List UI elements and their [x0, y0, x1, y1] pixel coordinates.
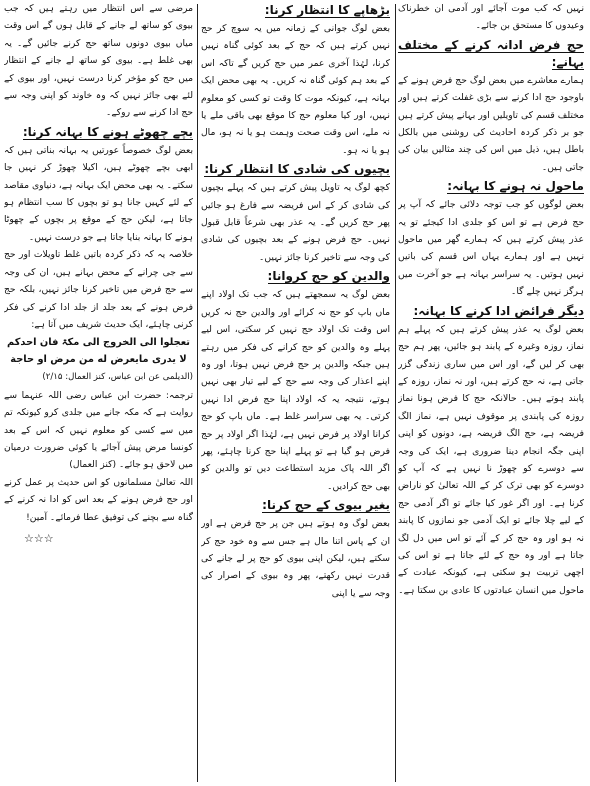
section-heading-text: ماحول نہ ہونے کا بہانہ:	[447, 179, 584, 194]
hadith-arabic: تعجلوا الی الخروج الی مکۃ فان احدکم لا یدری مایعرض له من مرض او حاجة	[7, 337, 190, 366]
paragraph: مرضی سے اس انتظار میں رہتے ہیں کہ جب بیوی کو ساتھ لے جانے کے قابل ہوں گے اس وقت میاں بیوی دونوں ساتھ حج کرنے جائیں گے۔ یہ بھی غلط ہے۔ بیوی کو ساتھ لے جانے کے انتظار میں حج کو مؤخر کرنا درست نہیں، اور بیوی کے لئے بھی جائز نہیں کہ وہ خاوند کو اپنی وجہ سے حج ادا کرنے سے روکے۔	[4, 3, 193, 119]
paragraph: نہیں کہ کب موت آجائے اور آدمی ان خطرناک وعیدوں کا مستحق بن جائے۔	[398, 3, 584, 32]
paragraph: بعض لوگ خصوصاً عورتیں یہ بہانہ بناتی ہیں کہ ابھی بچے چھوٹے ہیں، اکیلا چھوڑ کر نہیں جا سکتے۔ یہ بھی محض ایک بہانہ ہے، دنیاوی مقاصد کے لئے کہیں جانا ہو تو بچوں کا سب انتظام ہو جاتا ہے، لیکن حج کے موقع پر بچوں کے چھوٹا ہونے کا بہانہ بنایا جاتا ہے جو درست نہیں۔	[4, 144, 193, 243]
paragraph: بعض لوگ وہ ہوتے ہیں جن پر حج فرض ہے اور ان کے پاس اتنا مال ہے جس سے وہ خود حج کر سکتے ہیں، لیکن اپنی بیوی کو حج پر لے جانے کی قدرت نہیں رکھتے، پھر وہ بیوی کے اصرار کی وجہ سے یا اپنی	[201, 518, 390, 599]
section-heading	[398, 303, 584, 320]
section-heading	[201, 497, 390, 514]
column-left	[4, 0, 193, 786]
paragraph: کچھ لوگ یہ تاویل پیش کرتے ہیں کہ پہلے بچیوں کی شادی کر کے اس فریضہ سے فارغ ہو جائیں پھر حج کریں گے۔ یہ عذر بھی شرعاً قابل قبول نہیں۔ حج فرض ہونے کے بعد بچیوں کی شادی کی وجہ سے تاخیر کرنا جائز نہیں۔	[201, 182, 390, 263]
hadith-reference: (الدیلمی عن ابن عباس، کنز العمال: ۲/۱۵)	[42, 372, 193, 383]
column-right	[398, 0, 584, 786]
section-heading-text: دیگر فرائض ادا کرنے کا بہانہ:	[413, 303, 584, 318]
section-heading-text: حج فرض ادانہ کرنے کے مختلف بہانے:	[398, 37, 584, 69]
star-ornament: ☆☆☆	[24, 531, 54, 545]
column-middle	[201, 0, 390, 786]
section-heading	[398, 178, 584, 195]
paragraph: بعض لوگوں کو جب توجہ دلائی جائے کہ آپ پر حج فرض ہے تو اس کو جلدی ادا کیجئے تو یہ عذر پیش کرتے ہیں کہ ہمارے گھر میں ماحول نہیں ہے اور ہمارے یہاں اس قسم کی باتیں نہیں ہوتیں۔ یہ سراسر بہانہ ہے جو آخرت میں ہرگز نہیں چلے گا۔	[398, 199, 584, 298]
section-heading	[4, 124, 193, 141]
section-heading-text: بچیوں کی شادی کا انتظار کرنا:	[204, 162, 390, 177]
section-heading-text: والدین کو حج کروانا:	[267, 269, 390, 284]
paragraph: خلاصہ یہ کہ ذکر کردہ باتیں غلط تاویلات اور حج سے جی چرانے کے محض بہانے ہیں، ان کی وجہ سے حج فرض میں تاخیر کرنا جائز نہیں، بلکہ حج فرض ہونے کے بعد جلد از جلد ادا کرنے کی فکر کرنی چاہئے، ایک حدیث شریف میں آتا ہے:	[4, 249, 193, 330]
paragraph: ہمارے معاشرے میں بعض لوگ حج فرض ہونے کے باوجود حج ادا کرنے سے بڑی غفلت کرتے ہیں اور مختلف قسم کی تاویلیں اور بہانے پیش کرتے ہیں جو بر ذکر کردہ احادیث کی روشنی میں بالکل باطل ہیں، ذیل میں اس کی چند مثالیں بیان کی جاتی ہیں۔	[398, 74, 584, 173]
section-heading	[398, 37, 584, 71]
paragraph: بعض لوگ یہ سمجھتے ہیں کہ جب تک اولاد اپنے ماں باپ کو حج نہ کرائے اور والدین حج نہ کریں اس وقت تک اولاد حج نہیں کر سکتی، اس لیے پہلے وہ والدین کو حج کرانے کی فکر میں رہتے ہیں جبکہ والدین پر حج فرض نہیں ہوتا، اور وہ اپنے اعذار کی وجہ سے حج کے لیے تیار بھی نہیں ہوتے، نتیجہ یہ کہ اولاد اپنا حج فرض ادا نہیں کرتی۔ یہ بھی سراسر غلط ہے۔ ماں باپ کو حج کرانا اولاد پر فرض نہیں ہے، لہٰذا اگر اولاد پر حج فرض ہو گیا ہے تو پہلے اپنا حج کرنا چاہئے، پھر اگر اللہ پاک مزید استطاعت دیں تو والدین کو بھی حج کرادیں۔	[201, 289, 390, 492]
hadith-translation: ترجمہ: حضرت ابن عباس رضی اللہ عنہما سے روایت ہے کہ مکہ جانے میں جلدی کرو کیونکہ تم میں سے کسی کو معلوم نہیں کہ اس کے بعد کونسا مرض پیش آجائے یا کوئی ضرورت درمیان میں لاحق ہو جائے۔ (کنز العمال)	[4, 389, 193, 471]
closing-prayer: اللہ تعالیٰ مسلمانوں کو اس حدیث پر عمل کرنے اور حج فرض ہونے کے بعد اس کو ادا نہ کرنے کے گناہ سے بچنے کی توفیق عطا فرمائے۔ آمین!	[4, 476, 193, 523]
section-heading	[201, 268, 390, 285]
section-heading	[201, 2, 390, 19]
section-heading-text: بغیر بیوی کے حج کرنا:	[262, 498, 390, 513]
column-divider	[395, 4, 396, 782]
paragraph: بعض لوگ جوانی کے زمانہ میں یہ سوچ کر حج نہیں کرتے ہیں کہ حج کے بعد کوئی گناہ نہیں کرنا، لہٰذا آخری عمر میں حج کریں گے تاکہ اس کے بعد ہم کوئی گناہ نہ کریں۔ یہ بھی محض ایک بہانہ ہے، کیونکہ موت کا وقت تو کسی کو معلوم نہیں، اور کیا معلوم حج کا موقع بھی باقی ملے یا نہ ملے، اس وقت صحت وہمت ہو یا نہ ہو، مال ہو یا نہ ہو۔	[201, 23, 390, 156]
paragraph: بعض لوگ یہ عذر پیش کرتے ہیں کہ پہلے ہم نماز، روزہ وغیرہ کے پابند ہو جائیں، پھر ہم حج بھی کر لیں گے، اور اس میں ساری زندگی گزر جاتی ہے، نہ حج کرتے ہیں، اور نہ نماز، روزہ کے پابند ہوتے ہیں۔ حالانکہ حج کا فرض ہونا نماز روزہ کی پابندی پر موقوف نہیں ہے، نماز الگ فریضہ ہے، حج الگ فریضہ ہے، دونوں کو اپنی اپنی جگہ انجام دینا ضروری ہے، ایک کی وجہ سے دوسرے کو چھوڑ نا نہیں ہے کہ آپ کو دوسرے کو بھی ترک کر کے اللہ تعالیٰ کو ناراض کرنا ہے۔ اور اگر غور کیا جائے تو اگر آدمی حج کے لیے چلا جائے تو ایک آدمی جو نمازوں کا پابند نہ ہو اور وہ حج کر کے آئے تو اس میں دل لگ جاتا ہے اور وہ حج کے لئے جاتا ہے تو اس کی اچھی تربیت ہو سکتی ہے، کیونکہ عبادت کے ماحول میں انسان عبادتوں کا عادی بن سکتا ہے۔	[398, 323, 584, 596]
column-divider	[197, 4, 198, 782]
section-heading-text: بچے چھوٹے ہونے کا بہانہ کرنا:	[22, 124, 193, 139]
section-heading	[201, 161, 390, 178]
section-heading-text: بڑھاپے کا انتظار کرنا:	[264, 3, 390, 17]
